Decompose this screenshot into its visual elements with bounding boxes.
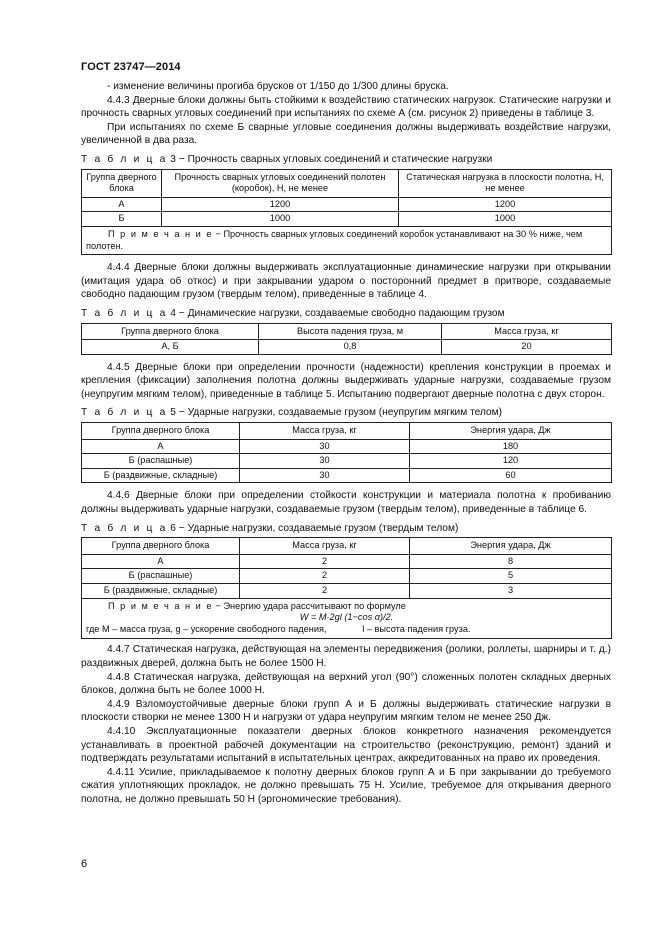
table5 xyxy=(81,422,612,483)
paragraph-4-4-3-scheme-b: При испытаниях по схеме Б сварные угловые соединения должны выдерживать воздействие нагрузки, увеличенной в два раза. xyxy=(81,121,611,147)
table-row: Б (распашные) 2 5 xyxy=(82,569,612,584)
paragraph-4-4-9: 4.4.9 Взломоустойчивые дверные блоки групп А и Б должны выдерживать статические нагрузки в плоскости створки не менее 1300 Н и нагрузки от удара неупругим мягким телом не менее 250 Дж. xyxy=(81,698,611,724)
table-row: Б (распашные) 30 120 xyxy=(82,454,612,469)
table4-header-row: Группа дверного блока Высота падения груза, м Масса груза, кг xyxy=(82,323,612,340)
formula-legend: где M – масса груза, g – ускорение свободного падения, xyxy=(86,623,327,634)
table4-caption: Т а б л и ц а 4 − Динамические нагрузки, создаваемые свободно падающим грузом xyxy=(81,307,505,319)
table6-note-row xyxy=(82,598,612,639)
table3-header-row xyxy=(82,169,612,197)
paragraph-4-4-5: 4.4.5 Дверные блоки при определении прочности (надежности) крепления конструкции в проемах и крепления (фиксации) заполнения полотна должны выдерживать ударные нагрузки, создаваемые грузом (неупругим мягким телом), приведенные в таблице 5. Испытанию подвергают дверные полотна с двух сторон. xyxy=(81,361,611,400)
table3-header-static-load: Статическая нагрузка в плоскости полотна, Н, не менее xyxy=(399,169,612,197)
table-row: А 2 8 xyxy=(82,554,612,569)
paragraph-4-4-4: 4.4.4 Дверные блоки должны выдерживать эксплуатационные динамические нагрузки при открывании (имитация удара об откос) и при закрывании ударом о посторонний предмет в притворе, создаваемые свободно падающим грузом (твердым телом), приведенные в таблице 4. xyxy=(81,262,611,301)
table-row: Б 1000 1000 xyxy=(82,212,612,227)
page-content xyxy=(81,80,611,807)
table6 xyxy=(81,537,612,639)
table-row: Б (раздвижные, складные) 30 60 xyxy=(82,468,612,483)
table-row: А 1200 1200 xyxy=(82,197,612,212)
table-row: А 30 180 xyxy=(82,439,612,454)
table3-note: П р и м е ч а н и е − Прочность сварных угловых соединений коробок устанавливают на 30 % ниже, чем полотен. xyxy=(82,226,612,254)
table5-caption: Т а б л и ц а 5 − Ударные нагрузки, создаваемые грузом (неупругим мягким телом) xyxy=(81,407,503,419)
table5-header-row: Группа дверного блока Масса груза, кг Энергия удара, Дж xyxy=(82,423,612,440)
document-header: ГОСТ 23747—2014 xyxy=(81,61,181,73)
table4 xyxy=(81,323,612,355)
table3-header-group: Группа дверного блока xyxy=(82,169,162,197)
paragraph-4-4-8: 4.4.8 Статическая нагрузка, действующая на верхний угол (90°) сложенных полотен складных дверных блоков, должна быть не более 1000 Н. xyxy=(81,671,611,697)
paragraph-4-4-10: 4.4.10 Эксплуатационные показатели дверных блоков конкретного назначения рекомендуется устанавливать в проектной рабочей документации на строительство (реконструкцию, ремонт) зданий и подтверждать результатами испытаний в испытательных центрах, аккредитованных на право их проведения. xyxy=(81,725,611,765)
table-row: Б (раздвижные, складные) 2 3 xyxy=(82,584,612,599)
table-row: А, Б 0,8 20 xyxy=(82,340,612,355)
formula-legend-height: l – высота падения груза. xyxy=(362,623,471,634)
table6-caption: Т а б л и ц а 6 − Ударные нагрузки, создаваемые грузом (твердым телом) xyxy=(81,522,459,534)
table3-caption: Т а б л и ц а 3 − Прочность сварных угловых соединений и статические нагрузки xyxy=(81,153,493,165)
paragraph-4-4-11: 4.4.11 Усилие, прикладываемое к полотну дверных блоков групп А и Б при закрывании до требуемого сжатия уплотняющих прокладок, не должно превышать 75 Н. Усилие, требуемое для открывания дверного полотна, не должно превышать 50 Н (эргономические требования). xyxy=(81,766,611,805)
table6-note: П р и м е ч а н и е − Энергию удара рассчитывают по формуле W = M·2gl (1−cos α)/2. где M – масса груза, g – ускорение свободного падения, l – высота падения груза. xyxy=(82,598,612,639)
table6-header-row: Группа дверного блока Масса груза, кг Энергия удара, Дж xyxy=(82,538,612,555)
table3-header-strength: Прочность сварных угловых соединений полотен (коробок), Н, не менее xyxy=(162,169,399,197)
page-number: 6 xyxy=(81,858,88,870)
impact-energy-formula: W = M·2gl (1−cos α)/2. xyxy=(299,612,394,623)
paragraph-4-4-7: 4.4.7 Статическая нагрузка, действующая на элементы передвижения (ролики, роллеты, шарниры и т. д.) раздвижных дверей, должна быть не более 1500 Н. xyxy=(81,644,611,669)
paragraph-deflection: - изменение величины прогиба брусков от 1/150 до 1/300 длины бруска. xyxy=(107,81,449,92)
table3-note-row xyxy=(82,226,612,254)
paragraph-4-4-3: 4.4.3 Дверные блоки должны быть стойкими к воздействию статических нагрузок. Статические нагрузки и прочность сварных угловых соединений при испытаниях по схеме А (см. рисунок 2) приведены в таблице 3. xyxy=(81,94,611,120)
table3 xyxy=(81,169,612,256)
paragraph-4-4-6: 4.4.6 Дверные блоки при определении стойкости конструкции и материала полотна к пробиванию должны выдерживать ударные нагрузки, создаваемые грузом (твердым телом), приведенные в таблице 6. xyxy=(81,490,611,516)
